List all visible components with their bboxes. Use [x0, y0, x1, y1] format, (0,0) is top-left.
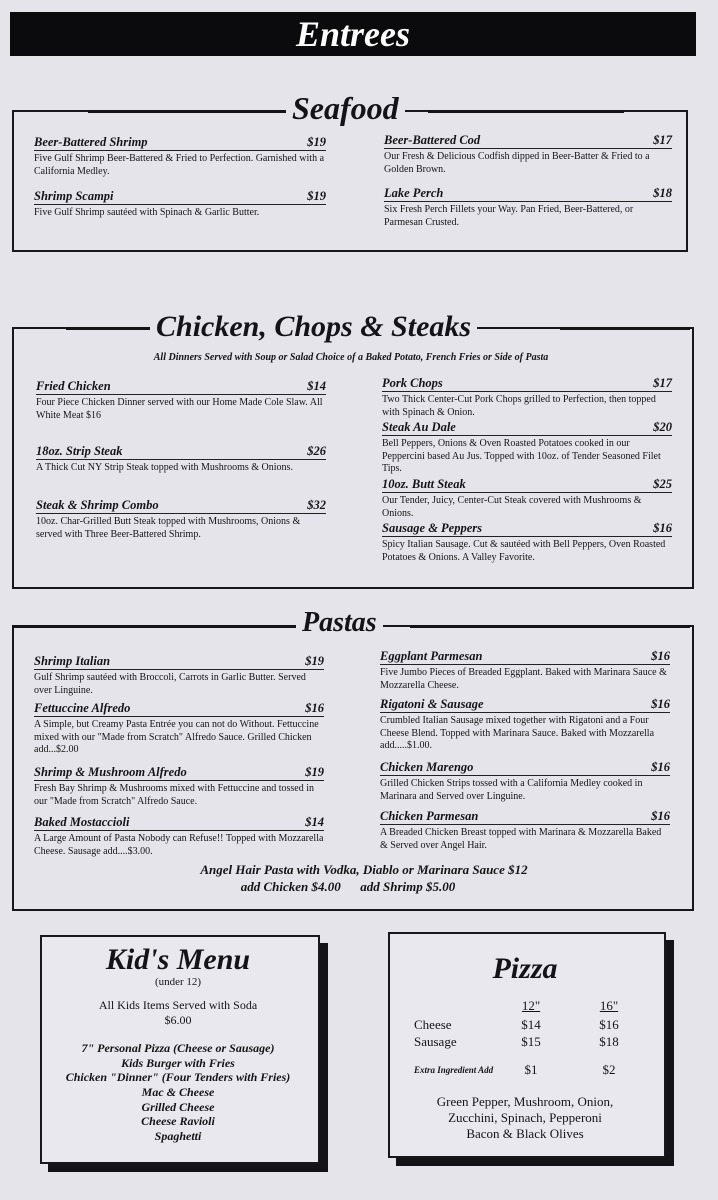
kids-price: $6.00: [164, 1013, 192, 1027]
pasta-footer-line: Angel Hair Pasta with Vodka, Diablo or Marinara Sauce $12: [200, 862, 528, 877]
menu-item: [380, 696, 670, 753]
pizza-extra-12: $1: [524, 1062, 538, 1077]
seafood-title-rule-left: [88, 110, 292, 113]
item-name: Fried Chicken: [36, 379, 111, 393]
pastas-title-rule-left: [12, 625, 302, 628]
item-price: $14: [305, 815, 324, 829]
pizza-row-label: Sausage: [414, 1034, 457, 1049]
pasta-addons-line: add Chicken $4.00 add Shrimp $5.00: [240, 879, 456, 894]
item-price: $17: [653, 133, 672, 147]
pizza-price-12: $14: [521, 1017, 541, 1032]
kids-soda-note: All Kids Items Served with Soda: [98, 998, 258, 1012]
chicken-title-rule-right: [560, 327, 690, 330]
chicken-title-rule-left: [66, 327, 158, 330]
menu-item: [382, 419, 672, 476]
item-name: Beer-Battered Shrimp: [34, 135, 148, 149]
item-price: $14: [307, 379, 326, 393]
item-description: Fresh Bay Shrimp & Mushrooms mixed with Fettuccine and tossed in our "Made from Scratch" Alfredo Sauce.: [34, 783, 314, 807]
menu-item: [380, 648, 670, 692]
item-description: A Simple, but Creamy Pasta Entrée you can not do Without. Fettuccine mixed with our "Made from Scratch" Alfredo Sauce. Grilled Chicken add...$2.00: [34, 719, 319, 755]
item-price: $16: [305, 701, 324, 715]
item-description: Five Jumbo Pieces of Breaded Eggplant. Baked with Marinara Sauce & Mozzarella Cheese.: [380, 667, 667, 691]
pizza-size-16: 16": [599, 998, 619, 1013]
item-price: $16: [651, 809, 670, 823]
item-price: $19: [307, 135, 326, 149]
pizza-row-label: Cheese: [414, 1017, 452, 1032]
item-description: Grilled Chicken Strips tossed with a California Medley cooked in Marinara and Served over Linguine.: [380, 778, 643, 802]
item-name: Shrimp Italian: [34, 654, 111, 668]
pizza-toppings-line: Bacon & Black Olives: [466, 1126, 584, 1141]
chicken-title: Chicken, Chops & Steaks: [150, 312, 477, 342]
item-description: Gulf Shrimp sautéed with Broccoli, Carrots in Garlic Butter. Served over Linguine.: [34, 672, 306, 696]
item-name: Chicken Marengo: [380, 760, 474, 774]
seafood-title-rule-right: [428, 110, 624, 113]
kids-menu-subtitle: (under 12): [154, 976, 202, 988]
item-name: Beer-Battered Cod: [384, 133, 481, 147]
menu-item: [384, 132, 672, 176]
item-description: Five Gulf Shrimp sautéed with Spinach & Garlic Butter.: [34, 207, 260, 218]
kids-item: Mac & Cheese: [141, 1085, 215, 1099]
item-price: $18: [653, 186, 672, 200]
item-name: Baked Mostaccioli: [34, 815, 130, 829]
item-price: $19: [305, 654, 324, 668]
item-description: Six Fresh Perch Fillets your Way. Pan Fried, Beer-Battered, or Parmesan Crusted.: [384, 204, 634, 228]
item-name: Shrimp & Mushroom Alfredo: [34, 765, 187, 779]
kids-item: Grilled Cheese: [141, 1100, 215, 1114]
pastas-title-rule-right: [410, 625, 690, 628]
item-price: $17: [653, 376, 672, 390]
item-description: A Thick Cut NY Strip Steak topped with Mushrooms & Onions.: [36, 462, 293, 473]
item-name: Shrimp Scampi: [34, 189, 114, 203]
item-name: Steak & Shrimp Combo: [36, 498, 159, 512]
item-name: Chicken Parmesan: [380, 809, 479, 823]
item-name: Steak Au Dale: [382, 420, 456, 434]
menu-item: [36, 443, 326, 475]
pizza-toppings-line: Zucchini, Spinach, Pepperoni: [448, 1110, 602, 1125]
menu-item: [382, 476, 672, 520]
item-name: Eggplant Parmesan: [380, 649, 483, 663]
item-description: Spicy Italian Sausage. Cut & sautéed with Bell Peppers, Oven Roasted Potatoes & Onions. A Valley Favorite.: [382, 539, 666, 563]
pizza-size-12: 12": [521, 998, 541, 1013]
menu-item: [36, 378, 326, 422]
menu-item: [36, 497, 326, 541]
item-price: $20: [653, 420, 672, 434]
item-description: A Large Amount of Pasta Nobody can Refuse!! Topped with Mozzarella Cheese. Sausage add....$3.00.: [34, 833, 324, 857]
item-description: Our Tender, Juicy, Center-Cut Steak covered with Mushrooms & Onions.: [382, 495, 642, 519]
pizza-extra-16: $2: [602, 1062, 616, 1077]
item-description: Two Thick Center-Cut Pork Chops grilled to Perfection, then topped with Spinach & Onion.: [382, 394, 656, 418]
item-name: Fettuccine Alfredo: [34, 701, 131, 715]
item-price: $19: [307, 189, 326, 203]
kids-item: Spaghetti: [154, 1129, 202, 1143]
pizza-toppings-line: Green Pepper, Mushroom, Onion,: [436, 1094, 614, 1109]
seafood-title: Seafood: [286, 92, 405, 124]
kids-item: Chicken "Dinner" (Four Tenders with Fries): [65, 1070, 291, 1084]
item-name: Lake Perch: [384, 186, 444, 200]
menu-item: [34, 764, 324, 808]
item-name: 10oz. Butt Steak: [382, 477, 466, 491]
menu-item: [34, 188, 326, 220]
item-price: $25: [653, 477, 672, 491]
menu-item: [34, 700, 324, 757]
item-name: Sausage & Peppers: [382, 521, 482, 535]
item-description: A Breaded Chicken Breast topped with Marinara & Mozzarella Baked & Served over Angel Hair.: [380, 827, 662, 851]
kids-item: 7" Personal Pizza (Cheese or Sausage): [81, 1041, 275, 1055]
pizza-price-16: $18: [599, 1034, 619, 1049]
menu-item: [384, 185, 672, 229]
dinner-note: All Dinners Served with Soup or Salad Choice of a Baked Potato, French Fries or Side of Pasta: [153, 352, 549, 363]
item-description: Bell Peppers, Onions & Oven Roasted Potatoes cooked in our Peppercini based Au Jus. Topped with 10oz. of Tender Seasoned Filet Tips.: [382, 438, 661, 474]
pastas-title: Pastas: [296, 609, 383, 637]
item-description: 10oz. Char-Grilled Butt Steak topped with Mushrooms, Onions & served with Three Beer-Battered Shrimp.: [36, 516, 301, 540]
page-title: Entrees: [295, 14, 410, 54]
menu-item: [380, 759, 670, 803]
item-price: $16: [653, 521, 672, 535]
pizza-price-12: $15: [521, 1034, 541, 1049]
item-name: Rigatoni & Sausage: [380, 697, 484, 711]
item-price: $19: [305, 765, 324, 779]
pizza-title: Pizza: [492, 952, 558, 985]
menu-item: [380, 808, 670, 852]
item-price: $26: [307, 444, 326, 458]
item-price: $16: [651, 697, 670, 711]
item-description: Crumbled Italian Sausage mixed together with Rigatoni and a Four Cheese Blend. Topped with Marinara Sauce. Baked with Mozzarella add.....$1.00.: [380, 715, 655, 751]
item-price: $16: [651, 760, 670, 774]
menu-item: [34, 814, 324, 858]
item-description: Four Piece Chicken Dinner served with our Home Made Cole Slaw. All White Meat $16: [36, 397, 323, 421]
kids-item: Cheese Ravioli: [141, 1114, 215, 1128]
item-description: Five Gulf Shrimp Beer-Battered & Fried to Perfection. Garnished with a California Medley.: [34, 153, 325, 177]
menu-item: [382, 520, 672, 564]
item-price: $32: [307, 498, 326, 512]
menu-item: [34, 134, 326, 178]
pizza-price-16: $16: [599, 1017, 619, 1032]
kids-menu-title: Kid's Menu: [105, 943, 251, 976]
entrees-banner: [10, 12, 696, 56]
menu-item: [382, 375, 672, 419]
pizza-extra-label: Extra Ingredient Add: [414, 1065, 494, 1075]
item-description: Our Fresh & Delicious Codfish dipped in Beer-Batter & Fried to a Golden Brown.: [384, 151, 650, 175]
kids-item: Kids Burger with Fries: [121, 1056, 235, 1070]
item-name: Pork Chops: [382, 376, 443, 390]
menu-item: [34, 653, 324, 697]
item-price: $16: [651, 649, 670, 663]
item-name: 18oz. Strip Steak: [36, 444, 123, 458]
